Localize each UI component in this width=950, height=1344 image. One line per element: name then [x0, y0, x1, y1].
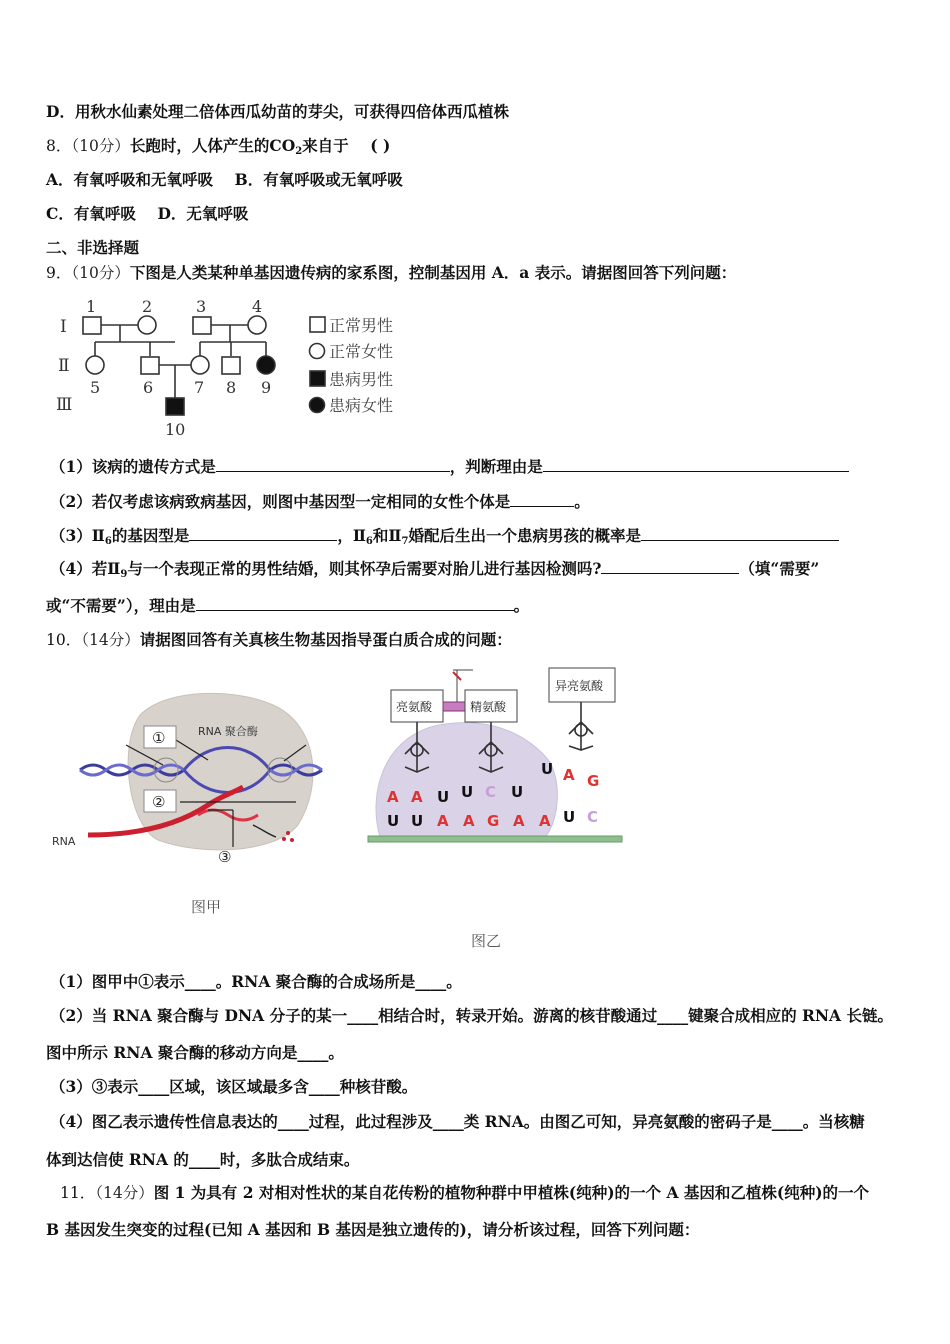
q11-number: 11． [60, 1184, 96, 1202]
q10-points: （14分） [81, 631, 140, 649]
q11-stem [60, 1183, 869, 1203]
figure-transcription [48, 665, 348, 870]
q10-sub4-text: （4）图乙表示遗传性信息表达的____过程，此过程涉及____类 RNA。由图乙可知，异亮氨酸的密码子是____。当核糖 [50, 1112, 865, 1131]
q9-stem-text: 下图是人类某种单基因遗传病的家系图，控制基因用 A．a 表示。请据图回答下列问题： [129, 263, 737, 282]
codon-2: U [411, 812, 424, 830]
id-8: 8 [226, 378, 237, 397]
q9-sub3-e: 婚配后生出一个患病男孩的概率是 [408, 526, 641, 545]
individual-9 [257, 356, 275, 374]
q9-sub3-d: 和Ⅱ [372, 526, 402, 545]
q9-sub2-blank[interactable] [510, 492, 574, 507]
q9-sub4 [50, 559, 819, 585]
q8-option-a: A．有氧呼吸和无氧呼吸 [46, 170, 214, 189]
q9-sub4-a: （4）若Ⅱ [50, 559, 121, 578]
amino-acid-3: 异亮氨酸 [555, 679, 604, 693]
q9-sub1-a: （1）该病的遗传方式是 [50, 457, 216, 476]
q10-sub1 [50, 972, 462, 992]
q9-sub4-sub: 9 [120, 569, 128, 580]
q10-number: 10． [46, 631, 82, 649]
codon-5: G [487, 812, 500, 830]
individual-1 [83, 317, 101, 334]
codon-8: U [563, 808, 576, 826]
individual-7 [191, 356, 209, 374]
q10-sub2-cont [46, 1043, 344, 1063]
q9-sub1-b: ，判断理由是 [449, 457, 543, 476]
q9-sub4-c: （填“需要” [739, 559, 820, 578]
q10-sub2 [50, 1006, 893, 1026]
q7-option-d-text: D．用秋水仙素处理二倍体西瓜幼苗的芽尖，可获得四倍体西瓜植株 [46, 102, 509, 121]
id-1: 1 [86, 297, 97, 316]
individual-6 [141, 357, 159, 374]
q10-sub2-cont-text: 图中所示 RNA 聚合酶的移动方向是____。 [46, 1043, 344, 1062]
q9-sub2 [50, 492, 590, 512]
q10-sub3 [50, 1077, 417, 1097]
q8-answer-paren: ( ) [370, 136, 391, 155]
id-7: 7 [194, 378, 205, 397]
section-heading [46, 238, 139, 258]
q8-options-ab [46, 170, 403, 190]
figure-translation [365, 662, 635, 867]
legend-affected-male-symbol [310, 371, 325, 386]
amino-acid-1: 亮氨酸 [396, 700, 433, 714]
q11-stem-cont [46, 1220, 699, 1240]
legend-normal-male: 正常男性 [329, 316, 394, 335]
q9-sub3-sub2: 6 [365, 536, 373, 547]
q8-stem [46, 136, 390, 162]
figure-a-caption: 图甲 [191, 898, 222, 916]
rna-label: RNA [52, 835, 76, 848]
enzyme-label: RNA 聚合酶 [198, 725, 258, 738]
codon-3: A [437, 812, 449, 830]
individual-10 [166, 398, 184, 415]
legend-normal-female: 正常女性 [329, 342, 394, 361]
individual-4 [248, 316, 266, 334]
q9-sub1-blank2[interactable] [543, 457, 849, 472]
id-9: 9 [261, 378, 272, 397]
q9-sub4-b: 与一个表现正常的男性结婚，则其怀孕后需要对胎儿进行基因检测吗? [127, 559, 602, 578]
individual-5 [86, 356, 104, 374]
q10-sub4-cont [46, 1150, 359, 1170]
codon-1: U [387, 812, 400, 830]
q9-sub3-c: ，Ⅱ [337, 526, 366, 545]
anticodon-3-1: U [541, 760, 554, 778]
individual-2 [138, 316, 156, 334]
anticodon-1-3: U [437, 788, 450, 806]
q9-stem [46, 263, 736, 283]
q11-points: （14分） [95, 1184, 154, 1202]
legend-affected-female: 患病女性 [329, 396, 394, 415]
q10-stem-text: 请据图回答有关真核生物基因指导蛋白质合成的问题： [139, 630, 512, 649]
individual-8 [222, 357, 240, 374]
codon-7: A [539, 812, 551, 830]
id-5: 5 [90, 378, 101, 397]
q10-stem [46, 630, 512, 650]
legend-affected-female-symbol [310, 398, 325, 413]
q9-points: （10分） [71, 264, 130, 282]
individual-3 [193, 317, 211, 334]
q9-sub3-blank1[interactable] [189, 526, 337, 541]
codon-9: C [587, 808, 599, 826]
anticodon-1-2: A [411, 788, 423, 806]
q8-option-d: D．无氧呼吸 [157, 204, 249, 223]
q10-sub1-text: （1）图甲中①表示____。RNA 聚合酶的合成场所是____。 [50, 972, 462, 991]
mrna-strand [368, 836, 622, 842]
id-2: 2 [142, 297, 153, 316]
q9-sub2-b: 。 [574, 492, 590, 511]
gen-label-1: Ⅰ [60, 317, 67, 337]
anticodon-2-1: U [461, 783, 474, 801]
q9-sub1 [50, 457, 849, 477]
marker-1: ① [152, 729, 166, 747]
gen-label-3: Ⅲ [56, 395, 73, 415]
q11-stem-b: B 基因发生突变的过程(已知 A 基因和 B 基因是独立遗传的)，请分析该过程，回答下列问题： [46, 1220, 700, 1239]
q9-sub3-sub1: 6 [104, 536, 112, 547]
pedigree-chart [50, 292, 430, 442]
q9-sub4-e: 。 [513, 596, 530, 615]
q11-stem-a: 图 1 为具有 2 对相对性状的某自花传粉的植物种群中甲植株(纯种)的一个 A 基因和乙植株(纯种)的一个 [153, 1183, 870, 1202]
q9-sub2-a: （2）若仅考虑该病致病基因，则图中基因型一定相同的女性个体是 [50, 492, 511, 511]
q9-number: 9． [46, 264, 72, 282]
id-3: 3 [196, 297, 207, 316]
amino-acid-2: 精氨酸 [470, 700, 507, 714]
marker-2: ② [152, 793, 166, 811]
q8-option-b: B．有氧呼吸或无氧呼吸 [234, 170, 403, 189]
id-10: 10 [165, 420, 186, 439]
q10-sub4 [50, 1112, 865, 1132]
anticodon-3-3: G [587, 772, 600, 790]
q8-options-cd [46, 204, 248, 224]
id-4: 4 [252, 297, 263, 316]
q10-sub4-cont-text: 体到达信使 RNA 的____时，多肽合成结束。 [46, 1150, 360, 1169]
anticodon-2-3: U [511, 783, 524, 801]
q8-points: （10分） [71, 137, 130, 155]
q9-sub3-sub3: 7 [401, 536, 409, 547]
legend-normal-female-symbol [310, 344, 325, 359]
q8-option-c: C．有氧呼吸 [46, 204, 136, 223]
q9-sub3 [50, 526, 839, 552]
q9-sub4-cont [46, 596, 529, 616]
q9-sub3-blank2[interactable] [641, 526, 839, 541]
q8-number: 8． [46, 137, 72, 155]
anticodon-3-2: A [563, 766, 575, 784]
q9-sub3-a: （3）Ⅱ [50, 526, 105, 545]
anticodon-2-2: C [485, 783, 497, 801]
q10-sub3-text: （3）③表示____区域，该区域最多含____种核苷酸。 [50, 1077, 418, 1096]
id-6: 6 [143, 378, 154, 397]
marker-3: ③ [218, 848, 232, 866]
q8-stem-sub: 2 [295, 146, 303, 157]
gen-label-2: Ⅱ [58, 356, 70, 376]
q9-sub4-blank2[interactable] [196, 596, 514, 611]
q7-option-d [46, 102, 509, 122]
q8-stem-a: 长跑时，人体产生的CO [129, 136, 296, 155]
q9-sub1-blank1[interactable] [216, 457, 450, 472]
q9-sub4-d: 或“不需要”），理由是 [46, 596, 196, 615]
codon-4: A [463, 812, 475, 830]
q9-sub4-blank1[interactable] [601, 559, 739, 574]
section-heading-text: 二、非选择题 [46, 238, 140, 257]
codon-6: A [513, 812, 525, 830]
figure-b-caption: 图乙 [471, 932, 502, 950]
q9-sub3-b: 的基因型是 [111, 526, 190, 545]
legend-affected-male: 患病男性 [329, 370, 394, 389]
q8-stem-b: 来自于 [302, 136, 349, 155]
anticodon-1-1: A [387, 788, 399, 806]
legend-normal-male-symbol [310, 317, 325, 332]
q10-sub2-text: （2）当 RNA 聚合酶与 DNA 分子的某一____相结合时，转录开始。游离的核苷酸通过____键聚合成相应的 RNA 长链。 [50, 1006, 893, 1025]
